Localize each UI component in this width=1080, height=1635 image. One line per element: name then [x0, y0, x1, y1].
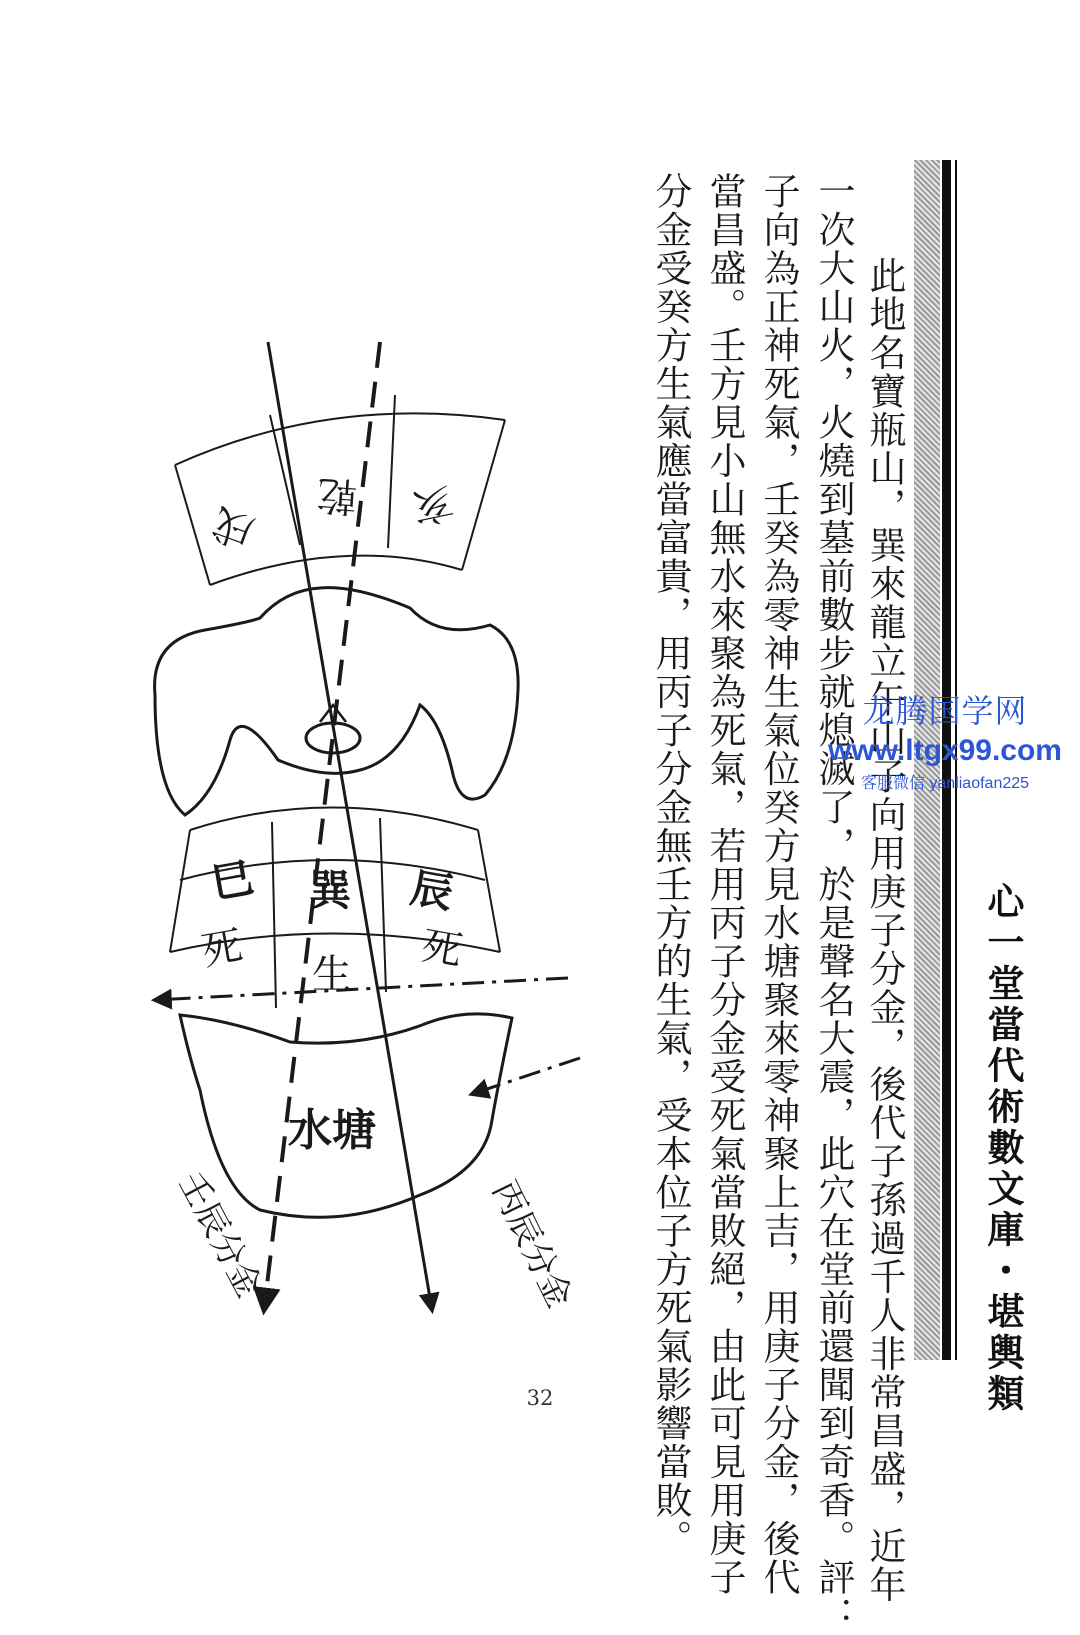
top-arc-label-2: 乾: [315, 470, 359, 520]
lower-arc-status-3: 死: [418, 922, 466, 976]
body-column-2: 一次大山火，火燒到墓前數步就熄滅了，於是聲名大震，此穴在堂前還聞到奇香。評：: [812, 172, 855, 1635]
left-line-label: 壬辰分金: [170, 1165, 270, 1305]
body-column-4: 當昌盛。壬方見小山無水來聚為死氣，若用丙子分金受死氣當敗絕，由此可見用庚子: [703, 172, 746, 1597]
lower-arc-direction-3: 辰: [406, 862, 457, 919]
watermark-name: 龙腾国学网: [862, 693, 1028, 729]
lower-arc-status-1: 死: [198, 922, 246, 976]
watermark: [820, 686, 1070, 793]
top-arc-label-1: 戌: [206, 498, 261, 556]
body-column-1: 此地名寶瓶山，巽來龍立午山子向用庚子分金，後代子孫過千人非常昌盛，近年: [863, 218, 906, 1604]
body-column-3: 子向為正神死氣，壬癸為零神生氣位癸方見水塘聚來零神聚上吉，用庚子分金，後代: [757, 172, 800, 1597]
watermark-url: www.ltgx99.com: [828, 734, 1062, 767]
top-arc-label-3: 亥: [408, 478, 458, 532]
pond-label: 水塘: [288, 1105, 376, 1156]
watermark-contact: 客服微信 yanliaofan225: [860, 775, 1030, 792]
body-column-5: 分金受癸方生氣應當富貴，用丙子分金無壬方的生氣，受本位子方死氣影響當敗。: [649, 172, 692, 1558]
lower-arc-direction-1: 巳: [207, 852, 258, 909]
flow-line-right: [472, 1058, 580, 1094]
flow-line-upper: [155, 978, 568, 1000]
series-title: 心一堂當代術數文庫・堪輿類: [981, 882, 1025, 1415]
lower-arc-direction-2: 巽: [308, 866, 352, 915]
page-number: 32: [526, 1386, 554, 1410]
lower-arc-status-2: 生: [312, 952, 352, 998]
right-line-label: 丙辰分金: [483, 1174, 580, 1315]
